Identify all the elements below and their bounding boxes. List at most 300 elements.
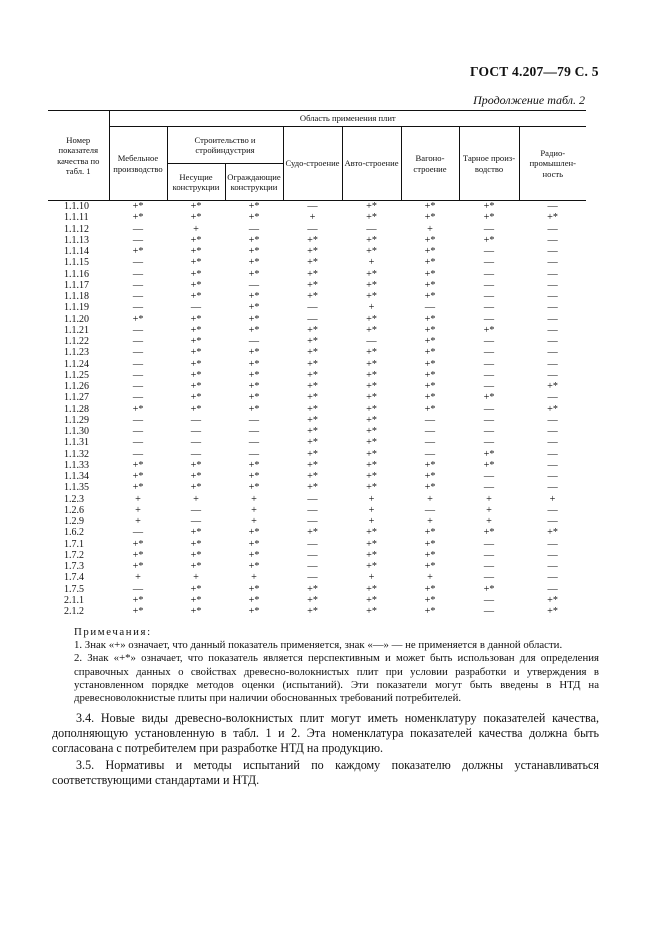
applicability-cell: +*	[366, 583, 377, 595]
quality-indicators-table	[48, 110, 586, 617]
applicability-cell: —	[547, 313, 558, 325]
applicability-cell: —	[132, 369, 144, 381]
applicability-cell: +*	[307, 437, 318, 449]
applicability-cell: —	[547, 459, 558, 471]
applicability-cell: +*	[366, 594, 377, 606]
applicability-cell: +*	[307, 471, 318, 482]
applicability-cell: +*	[424, 527, 436, 539]
table-row	[48, 584, 586, 595]
table-row	[48, 494, 586, 505]
applicability-cell: +*	[483, 459, 495, 471]
table-row	[48, 595, 586, 606]
applicability-cell: +*	[307, 459, 318, 471]
table-row	[48, 539, 586, 550]
applicability-cell: —	[132, 381, 144, 392]
applicability-cell: —	[547, 246, 558, 257]
applicability-cell: —	[248, 437, 260, 449]
applicability-cell: —	[483, 561, 495, 572]
applicability-cell: —	[547, 324, 558, 336]
indicator-number: 1.1.10	[64, 201, 89, 212]
applicability-cell: —	[132, 291, 144, 302]
applicability-cell: —	[307, 549, 318, 561]
applicability-cell: +	[368, 516, 375, 527]
indicator-number: 1.2.9	[64, 516, 84, 527]
applicability-cell: +*	[547, 606, 558, 617]
applicability-cell: +*	[307, 527, 318, 539]
applicability-cell: +*	[248, 246, 260, 257]
applicability-cell: —	[483, 268, 495, 280]
applicability-cell: +*	[190, 336, 202, 347]
table-row	[48, 257, 586, 268]
applicability-cell: +*	[547, 594, 558, 606]
applicability-cell: +*	[547, 212, 558, 224]
applicability-cell: +	[427, 223, 433, 235]
applicability-cell: —	[483, 279, 495, 291]
indicator-number: 1.1.33	[64, 459, 89, 471]
indicator-number: 1.1.25	[64, 369, 89, 381]
indicator-number: 1.7.3	[64, 561, 84, 572]
applicability-cell: +*	[248, 538, 260, 550]
applicability-cell: —	[547, 392, 558, 404]
applicability-cell: +*	[248, 583, 260, 595]
applicability-cell: —	[248, 414, 260, 426]
paragraph-3-4: 3.4. Новые виды древесно-волокнистых плит могут иметь номенклатуру показателей качества, дополняющую установленную в табл. 1 и 2. Эта номенклатура показателей качества должна быть согласована с потребителем при разработке НТД на продукцию.	[52, 711, 599, 755]
applicability-cell: —	[483, 538, 495, 550]
applicability-cell: +*	[248, 358, 260, 370]
applicability-cell: +*	[248, 527, 260, 539]
applicability-cell: +*	[424, 606, 436, 617]
indicator-number: 1.1.15	[64, 257, 89, 269]
applicability-cell: +*	[190, 212, 202, 224]
applicability-cell: +*	[190, 369, 202, 381]
applicability-cell: —	[424, 302, 436, 314]
indicator-number: 1.1.12	[64, 223, 89, 235]
indicator-number: 1.1.30	[64, 426, 89, 437]
indicator-number: 1.1.13	[64, 234, 89, 246]
applicability-cell: +*	[366, 268, 377, 280]
indicator-number: 1.1.28	[64, 403, 89, 415]
applicability-cell: +*	[424, 246, 436, 257]
indicator-number: 1.7.4	[64, 572, 84, 584]
table-row	[48, 426, 586, 437]
applicability-cell: —	[132, 268, 144, 280]
applicability-cell: +*	[366, 448, 377, 460]
applicability-cell: —	[248, 448, 260, 460]
indicator-number: 1.1.22	[64, 336, 89, 347]
applicability-cell: +*	[248, 347, 260, 359]
applicability-cell: —	[547, 223, 558, 235]
bearing-structures-header: Несущие конструкции	[167, 164, 225, 201]
applicability-cell: +*	[366, 324, 377, 336]
applicability-cell: +*	[248, 201, 260, 212]
applicability-cell: +*	[366, 561, 377, 572]
applicability-cell: —	[307, 516, 318, 527]
applicability-cell: +*	[366, 414, 377, 426]
applicability-cell: —	[132, 336, 144, 347]
applicability-cell: +*	[307, 414, 318, 426]
applicability-cell: +*	[424, 482, 436, 494]
applicability-cell: +*	[190, 201, 202, 212]
indicator-number: 1.2.3	[64, 493, 84, 505]
table-row	[48, 550, 586, 561]
applicability-cell: +*	[483, 201, 495, 212]
applicability-cell: +*	[190, 583, 202, 595]
indicator-number: 1.1.23	[64, 347, 89, 359]
applicability-cell: —	[483, 594, 495, 606]
applicability-cell: +*	[307, 583, 318, 595]
table-row	[48, 246, 586, 257]
applicability-cell: +*	[366, 212, 377, 224]
applicability-cell: +*	[190, 482, 202, 494]
applicability-cell: +*	[366, 347, 377, 359]
applicability-cell: —	[132, 257, 144, 269]
applicability-cell: —	[483, 572, 495, 584]
applicability-cell: +*	[132, 313, 144, 325]
applicability-cell: +*	[307, 392, 318, 404]
indicator-number: 1.1.14	[64, 246, 89, 257]
applicability-cell: —	[547, 414, 558, 426]
applicability-cell: —	[190, 504, 202, 516]
applicability-cell: +*	[190, 403, 202, 415]
notes-block	[74, 626, 599, 705]
applicability-cell: +*	[366, 459, 377, 471]
applicability-cell: —	[483, 246, 495, 257]
applicability-cell: —	[547, 279, 558, 291]
applicability-cell: +*	[424, 212, 436, 224]
applicability-cell: +*	[483, 583, 495, 595]
indicator-number: 1.1.18	[64, 291, 89, 302]
applicability-cell: +*	[190, 549, 202, 561]
applicability-cell: +*	[366, 482, 377, 494]
applicability-cell: —	[483, 471, 495, 482]
applicability-cell: +*	[190, 234, 202, 246]
applicability-cell: +*	[132, 201, 144, 212]
applicability-cell: +*	[248, 313, 260, 325]
applicability-cell: +*	[307, 268, 318, 280]
applicability-cell: +*	[424, 201, 436, 212]
applicability-cell: +*	[307, 336, 318, 347]
applicability-cell: —	[547, 369, 558, 381]
table-row	[48, 516, 586, 527]
applicability-cell: —	[547, 504, 558, 516]
indicator-number: 1.2.6	[64, 504, 84, 516]
applicability-cell: +	[368, 493, 375, 505]
indicator-number: 1.1.21	[64, 324, 89, 336]
applicability-cell: +*	[190, 471, 202, 482]
applicability-cell: +*	[248, 369, 260, 381]
applicability-cell: +*	[190, 392, 202, 404]
applicability-cell: +*	[248, 606, 260, 617]
table-row	[48, 224, 586, 235]
applicability-cell: +	[486, 516, 492, 527]
applicability-cell: +*	[190, 527, 202, 539]
applicability-cell: +*	[132, 246, 144, 257]
applicability-cell: —	[424, 426, 436, 437]
applicability-cell: —	[483, 291, 495, 302]
applicability-cell: —	[483, 302, 495, 314]
indicator-number: 1.7.5	[64, 583, 84, 595]
applicability-cell: +	[251, 504, 257, 516]
applicability-cell: —	[132, 234, 144, 246]
applicability-cell: —	[424, 414, 436, 426]
furniture-header: Мебельное производство	[109, 127, 167, 201]
applicability-cell: +*	[424, 403, 436, 415]
applicability-cell: —	[547, 482, 558, 494]
applicability-cell: —	[307, 561, 318, 572]
applicability-cell: —	[190, 437, 202, 449]
applicability-cell: +*	[190, 561, 202, 572]
table-row	[48, 280, 586, 291]
applicability-cell: +*	[307, 234, 318, 246]
applicability-cell: +*	[307, 606, 318, 617]
applicability-cell: +*	[424, 268, 436, 280]
body-text	[52, 711, 599, 791]
applicability-cell: —	[483, 381, 495, 392]
applicability-cell: —	[547, 336, 558, 347]
applicability-cell: +	[427, 516, 433, 527]
indicator-number: 1.1.20	[64, 313, 89, 325]
indicator-number: 1.1.26	[64, 381, 89, 392]
applicability-cell: +*	[190, 459, 202, 471]
applicability-cell: +*	[248, 234, 260, 246]
applicability-cell: +*	[366, 291, 377, 302]
applicability-cell: +*	[132, 594, 144, 606]
table-row	[48, 460, 586, 471]
applicability-cell: —	[190, 414, 202, 426]
applicability-cell: +	[251, 572, 257, 584]
applicability-cell: +*	[424, 583, 436, 595]
indicator-number: 1.1.27	[64, 392, 89, 404]
applicability-cell: —	[547, 561, 558, 572]
applicability-cell: +*	[424, 324, 436, 336]
table-continuation-label: Продолжение табл. 2	[473, 93, 585, 107]
applicability-cell: +*	[307, 358, 318, 370]
applicability-cell: +	[427, 572, 433, 584]
applicability-cell: +	[135, 493, 141, 505]
applicability-cell: +*	[248, 212, 260, 224]
applicability-cell: —	[132, 302, 144, 314]
applicability-cell: +*	[190, 358, 202, 370]
applicability-cell: +*	[132, 561, 144, 572]
table-row	[48, 314, 586, 325]
applicability-cell: +*	[248, 594, 260, 606]
indicator-number: 1.7.2	[64, 549, 84, 561]
applicability-cell: —	[132, 426, 144, 437]
applicability-cell: —	[132, 358, 144, 370]
applicability-cell: +*	[424, 347, 436, 359]
applicability-cell: +*	[190, 268, 202, 280]
applicability-cell: +*	[366, 246, 377, 257]
table-row	[48, 572, 586, 583]
applicability-cell: +*	[132, 549, 144, 561]
applicability-cell: +*	[190, 381, 202, 392]
applicability-cell: +*	[424, 594, 436, 606]
applicability-cell: —	[307, 493, 318, 505]
applicability-cell: +	[368, 257, 375, 269]
applicability-cell: —	[547, 572, 558, 584]
applicability-cell: —	[132, 324, 144, 336]
applicability-cell: —	[248, 426, 260, 437]
applicability-cell: +*	[190, 606, 202, 617]
table-row	[48, 415, 586, 426]
applicability-cell: +*	[248, 482, 260, 494]
applicability-cell: —	[483, 336, 495, 347]
applicability-cell: +*	[424, 471, 436, 482]
applicability-cell: +	[135, 504, 141, 516]
applicability-cell: —	[132, 279, 144, 291]
table-row	[48, 336, 586, 347]
applicability-cell: +*	[248, 381, 260, 392]
applicability-cell: —	[190, 302, 202, 314]
applicability-cell: —	[483, 358, 495, 370]
table-row	[48, 437, 586, 448]
applicability-cell: +*	[307, 369, 318, 381]
applicability-cell: +*	[190, 324, 202, 336]
note-2: 2. Знак «+*» означает, что показатель является перспективным и может быть использован для определения справочных данных о свойствах древесно-волокнистых плит при условии разработки и утверждения в установленном порядке методов оценки (испытаний). Эти показатели могут быть введены в НТД на древесноволокнистые плиты при наличии обоснованных требований потребителей.	[74, 652, 599, 705]
table-row	[48, 291, 586, 302]
applicability-cell: +*	[248, 268, 260, 280]
table-body	[48, 201, 586, 618]
indicator-number: 1.1.19	[64, 302, 89, 314]
applicability-cell: —	[547, 291, 558, 302]
applicability-cell: —	[483, 414, 495, 426]
applicability-cell: +*	[424, 538, 436, 550]
applicability-cell: —	[132, 223, 144, 235]
applicability-cell: —	[307, 572, 318, 584]
applicability-cell: +*	[190, 313, 202, 325]
applicability-cell: +	[251, 493, 257, 505]
applicability-cell: —	[307, 302, 318, 314]
table-row	[48, 606, 586, 617]
applicability-cell: +*	[366, 369, 377, 381]
applicability-cell: +*	[366, 201, 377, 212]
applicability-cell: —	[424, 437, 436, 449]
applicability-cell: +*	[483, 448, 495, 460]
applicability-cell: —	[366, 336, 377, 347]
table-row	[48, 302, 586, 313]
applicability-cell: +*	[424, 459, 436, 471]
area-header: Область применения плит	[109, 111, 586, 127]
applicability-cell: +*	[366, 527, 377, 539]
applicability-cell: +	[251, 516, 257, 527]
applicability-cell: —	[132, 392, 144, 404]
applicability-cell: +*	[190, 291, 202, 302]
applicability-cell: +*	[424, 392, 436, 404]
indicator-number: 1.1.32	[64, 448, 89, 460]
table-row	[48, 505, 586, 516]
applicability-cell: +*	[366, 279, 377, 291]
applicability-cell: —	[483, 482, 495, 494]
applicability-cell: +	[193, 572, 199, 584]
applicability-cell: +*	[307, 448, 318, 460]
applicability-cell: +*	[248, 257, 260, 269]
indicator-number: 1.1.17	[64, 279, 89, 291]
applicability-cell: +*	[424, 257, 436, 269]
table-row	[48, 235, 586, 246]
indicator-number: 1.1.16	[64, 268, 89, 280]
applicability-cell: +	[368, 504, 375, 516]
applicability-cell: +*	[190, 279, 202, 291]
applicability-cell: —	[547, 347, 558, 359]
applicability-cell: +*	[307, 594, 318, 606]
indicator-number: 1.1.24	[64, 358, 89, 370]
applicability-cell: —	[547, 268, 558, 280]
applicability-cell: —	[248, 223, 260, 235]
applicability-cell: +*	[248, 324, 260, 336]
applicability-cell: —	[547, 583, 558, 595]
table-row	[48, 404, 586, 415]
applicability-cell: —	[307, 223, 318, 235]
indicator-number: 2.1.1	[64, 594, 84, 606]
table-row	[48, 347, 586, 358]
applicability-cell: —	[483, 369, 495, 381]
table-row	[48, 201, 586, 213]
applicability-cell: +*	[366, 606, 377, 617]
applicability-cell: +*	[424, 279, 436, 291]
applicability-cell: +*	[248, 291, 260, 302]
applicability-cell: —	[547, 358, 558, 370]
applicability-cell: —	[483, 437, 495, 449]
applicability-cell: —	[248, 336, 260, 347]
applicability-cell: +*	[132, 403, 144, 415]
applicability-cell: +*	[366, 381, 377, 392]
shipbuilding-header: Судо-строение	[283, 127, 342, 201]
construction-header: Строительство и стройиндустрия	[167, 127, 283, 164]
applicability-cell: +*	[248, 459, 260, 471]
applicability-cell: —	[307, 538, 318, 550]
applicability-cell: —	[307, 313, 318, 325]
applicability-cell: +*	[307, 381, 318, 392]
applicability-cell: —	[132, 347, 144, 359]
applicability-cell: +*	[424, 369, 436, 381]
applicability-cell: —	[190, 426, 202, 437]
applicability-cell: +*	[248, 471, 260, 482]
applicability-cell: +*	[248, 403, 260, 415]
applicability-cell: +*	[366, 437, 377, 449]
applicability-cell: +*	[132, 459, 144, 471]
table-row	[48, 381, 586, 392]
applicability-cell: +*	[366, 234, 377, 246]
applicability-cell: —	[547, 201, 558, 212]
indicator-number: 2.1.2	[64, 606, 84, 617]
applicability-cell: +	[309, 212, 316, 224]
table-row	[48, 359, 586, 370]
applicability-cell: +*	[132, 538, 144, 550]
applicability-cell: —	[547, 426, 558, 437]
applicability-cell: +*	[190, 594, 202, 606]
applicability-cell: +*	[366, 392, 377, 404]
applicability-cell: —	[307, 504, 318, 516]
applicability-cell: +*	[424, 549, 436, 561]
indicator-number: 1.1.29	[64, 414, 89, 426]
indicator-number: 1.1.35	[64, 482, 89, 494]
applicability-cell: —	[132, 527, 144, 539]
applicability-cell: +*	[366, 471, 377, 482]
applicability-cell: +*	[248, 302, 260, 314]
applicability-cell: +	[368, 302, 375, 314]
applicability-cell: +	[135, 516, 141, 527]
applicability-cell: +*	[547, 527, 558, 539]
applicability-cell: +	[135, 572, 141, 584]
applicability-cell: +*	[366, 538, 377, 550]
table-row	[48, 392, 586, 403]
applicability-cell: +	[368, 572, 375, 584]
wagon-header: Вагоно-строение	[401, 127, 459, 201]
table-row	[48, 527, 586, 538]
auto-header: Авто-строение	[342, 127, 401, 201]
applicability-cell: +	[193, 493, 199, 505]
applicability-cell: +	[193, 223, 199, 235]
